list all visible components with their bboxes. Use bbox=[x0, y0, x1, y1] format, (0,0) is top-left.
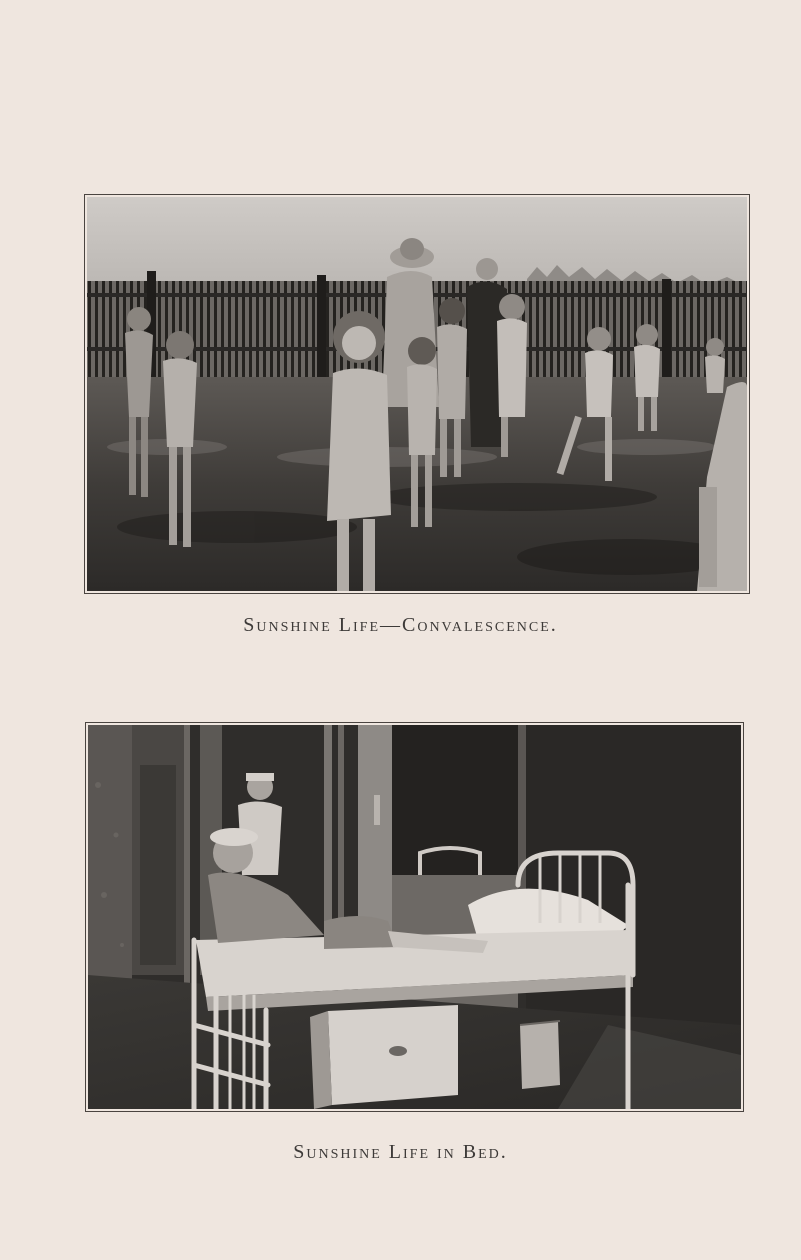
caption-convalescence: Sunshine Life—Convalescence. bbox=[243, 614, 558, 636]
photo-convalescence bbox=[84, 194, 750, 594]
caption-life-in-bed: Sunshine Life in Bed. bbox=[293, 1141, 508, 1163]
photo-life-in-bed-image bbox=[88, 725, 741, 1109]
photo-life-in-bed bbox=[85, 722, 744, 1112]
photo-convalescence-image bbox=[87, 197, 747, 591]
